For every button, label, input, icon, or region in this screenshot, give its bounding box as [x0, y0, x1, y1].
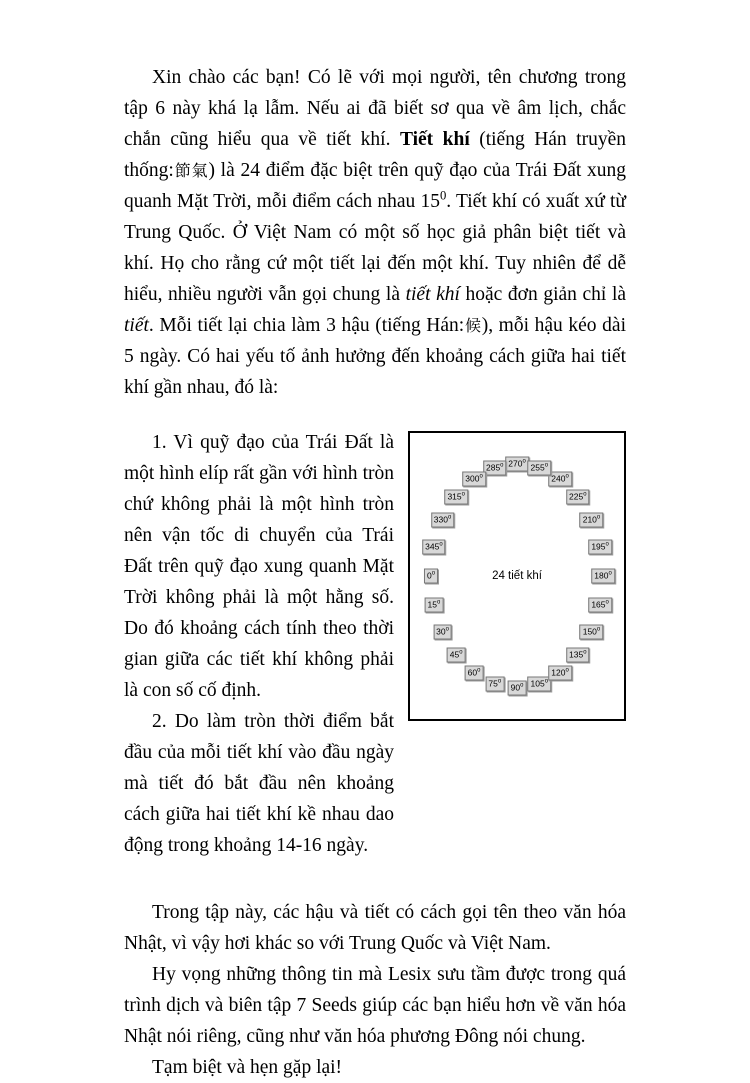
diagram-node-label: 165 [591, 599, 606, 610]
han-characters: 候 [464, 316, 482, 335]
tiet-khi-diagram [408, 431, 626, 721]
diagram-node-degree: o [461, 491, 465, 498]
degree-superscript: 0 [439, 188, 447, 203]
diagram-node-label: 0 [426, 570, 432, 581]
diagram-node-label: 345 [425, 541, 440, 552]
diagram-node-label: 75 [488, 678, 498, 689]
diagram-node-label: 60 [467, 667, 478, 678]
diagram-node-label: 45 [449, 649, 460, 660]
diagram-node [422, 540, 446, 555]
diagram-node-label: 120 [551, 667, 566, 678]
term-tiet-khi: Tiết khí [399, 129, 470, 150]
figure-paragraph-1: 1. Vì quỹ đạo của Trái Đất là một hình elíp rất gần với hình tròn chứ không phải là một hình tròn nên vận tốc di chuyển của Trái Đất trên quỹ đạo xung quanh Mặt Trời không phải là một hằng số. Do đó khoảng cách tính theo thời gian giữa các tiết khí không phải là con số cố định. [124, 432, 394, 701]
diagram-node-label: 330 [433, 514, 448, 525]
diagram-node-label: 15 [427, 599, 437, 610]
diagram-node-degree: o [565, 473, 569, 480]
diagram-node [465, 665, 484, 680]
diagram-node-degree: o [605, 541, 609, 548]
diagram-node [566, 489, 590, 504]
diagram-node-label: 300 [465, 473, 480, 484]
diagram-node-degree: o [437, 599, 441, 606]
diagram-node-degree: o [583, 649, 587, 656]
page-content [124, 62, 626, 1083]
diagram-node [425, 597, 444, 612]
diagram-node-label: 270 [508, 458, 523, 469]
diagram-node-label: 285 [485, 462, 501, 473]
closing-paragraph-3: Tạm biệt và hẹn gặp lại! [152, 1057, 343, 1078]
figure-text-column [124, 427, 394, 861]
diagram-node-degree: o [583, 491, 587, 498]
diagram-node-degree: o [500, 462, 504, 469]
diagram-node [580, 625, 604, 640]
figure-section [124, 427, 626, 861]
diagram-node [424, 569, 438, 584]
diagram-node-degree: o [608, 570, 612, 577]
diagram-node-degree: o [445, 626, 449, 633]
diagram-node-degree: o [477, 667, 481, 674]
diagram-node [566, 648, 590, 663]
emphasis-text: tiết khí [405, 284, 460, 305]
diagram-node-label: 30 [436, 626, 446, 637]
diagram-node-label: 210 [582, 514, 597, 525]
diagram-node-label: 255 [530, 462, 545, 473]
closing-paragraph-2: Hy vọng những thông tin mà Lesix sưu tầm được trong quá trình dịch và biên tập 7 Seeds giúp các bạn hiểu hơn về văn hóa Nhật nói riêng, cũng như văn hóa phương Đông nói chung. [124, 964, 626, 1047]
diagram-node [485, 677, 504, 692]
diagram-node-degree: o [605, 599, 609, 606]
intro-paragraph: Xin chào các bạn! Có lẽ với mọi người, tên chương trong tập 6 này khá lạ lẫm. Nếu ai đã biết sơ qua về âm lịch, chắc chắn cũng hiểu qua về tiết khí. Tiết khí (tiếng Hán truyền thống:節氣) là 24 điểm đặc biệt trên quỹ đạo của Trái Đất xung quanh Mặt Trời, mỗi điểm cách nhau $15^0$. Tiết khí có xuất xứ từ Trung Quốc. Ở Việt Nam có một số học giả phân biệt tiết và khí. Họ cho rằng cứ một tiết lại đến một khí. Tuy nhiên để dễ hiểu, nhiều người vẫn gọi chung là tiết khí hoặc đơn giản chỉ là tiết. Mỗi tiết lại chia làm 3 hậu (tiếng Hán:候), mỗi hậu kéo dài 5 ngày. Có hai yếu tố ảnh hưởng đến khoảng cách giữa hai tiết khí gần nhau, đó là: [124, 67, 627, 398]
diagram-node-label: 195 [591, 541, 606, 552]
diagram-node [483, 460, 507, 475]
diagram-node [505, 457, 529, 472]
closing-paragraph-1: Trong tập này, các hậu và tiết có cách gọi tên theo văn hóa Nhật, vì vậy hơi khác so với Trung Quốc và Việt Nam. [124, 902, 626, 954]
emphasis-text: tiết [124, 315, 149, 336]
diagram-node-label: 240 [551, 473, 566, 484]
diagram-node-label: 225 [569, 491, 584, 502]
diagram-node-degree: o [497, 678, 502, 685]
diagram-node-label: 135 [569, 649, 584, 660]
diagram-node-label: 315 [447, 491, 462, 502]
diagram-node-degree: o [544, 678, 548, 685]
diagram-node-degree: o [479, 473, 483, 480]
diagram-node [433, 625, 452, 640]
diagram-node [588, 540, 612, 555]
diagram-node-degree: o [439, 541, 443, 548]
closing-section [124, 897, 626, 1083]
diagram-node [508, 681, 527, 696]
diagram-node-label: 105 [530, 678, 545, 689]
diagram-node [462, 472, 486, 487]
diagram-node-degree: o [544, 462, 548, 469]
diagram-node-degree: o [596, 514, 601, 521]
diagram-node [431, 513, 455, 528]
diagram-node [548, 665, 572, 680]
diagram-node-degree: o [565, 667, 569, 674]
diagram-center-label: 24 tiết khí [492, 570, 542, 582]
diagram-node-degree: o [520, 682, 524, 689]
diagram-node [548, 472, 572, 487]
diagram-node-degree: o [596, 626, 601, 633]
diagram-node-degree: o [447, 514, 452, 521]
diagram-node-degree: o [522, 458, 526, 465]
han-characters: 節氣 [173, 161, 209, 180]
diagram-node [580, 513, 604, 528]
diagram-node [447, 648, 466, 663]
diagram-node [588, 597, 612, 612]
diagram-node [444, 489, 468, 504]
diagram-node [591, 569, 615, 584]
diagram-node-degree: o [459, 649, 463, 656]
figure-paragraph-2: 2. Do làm tròn thời điểm bắt đầu của mỗi tiết khí vào đầu ngày mà tiết đó bắt đầu nên khoảng cách giữa hai tiết khí kề nhau dao động trong khoảng 14-16 ngày. [124, 711, 394, 856]
diagram-node-degree: o [431, 570, 436, 577]
diagram-node [528, 460, 552, 475]
diagram-node-label: 150 [582, 626, 597, 637]
diagram-canvas [410, 433, 624, 719]
diagram-node-label: 180 [594, 570, 609, 581]
diagram-node-label: 90 [510, 682, 521, 693]
